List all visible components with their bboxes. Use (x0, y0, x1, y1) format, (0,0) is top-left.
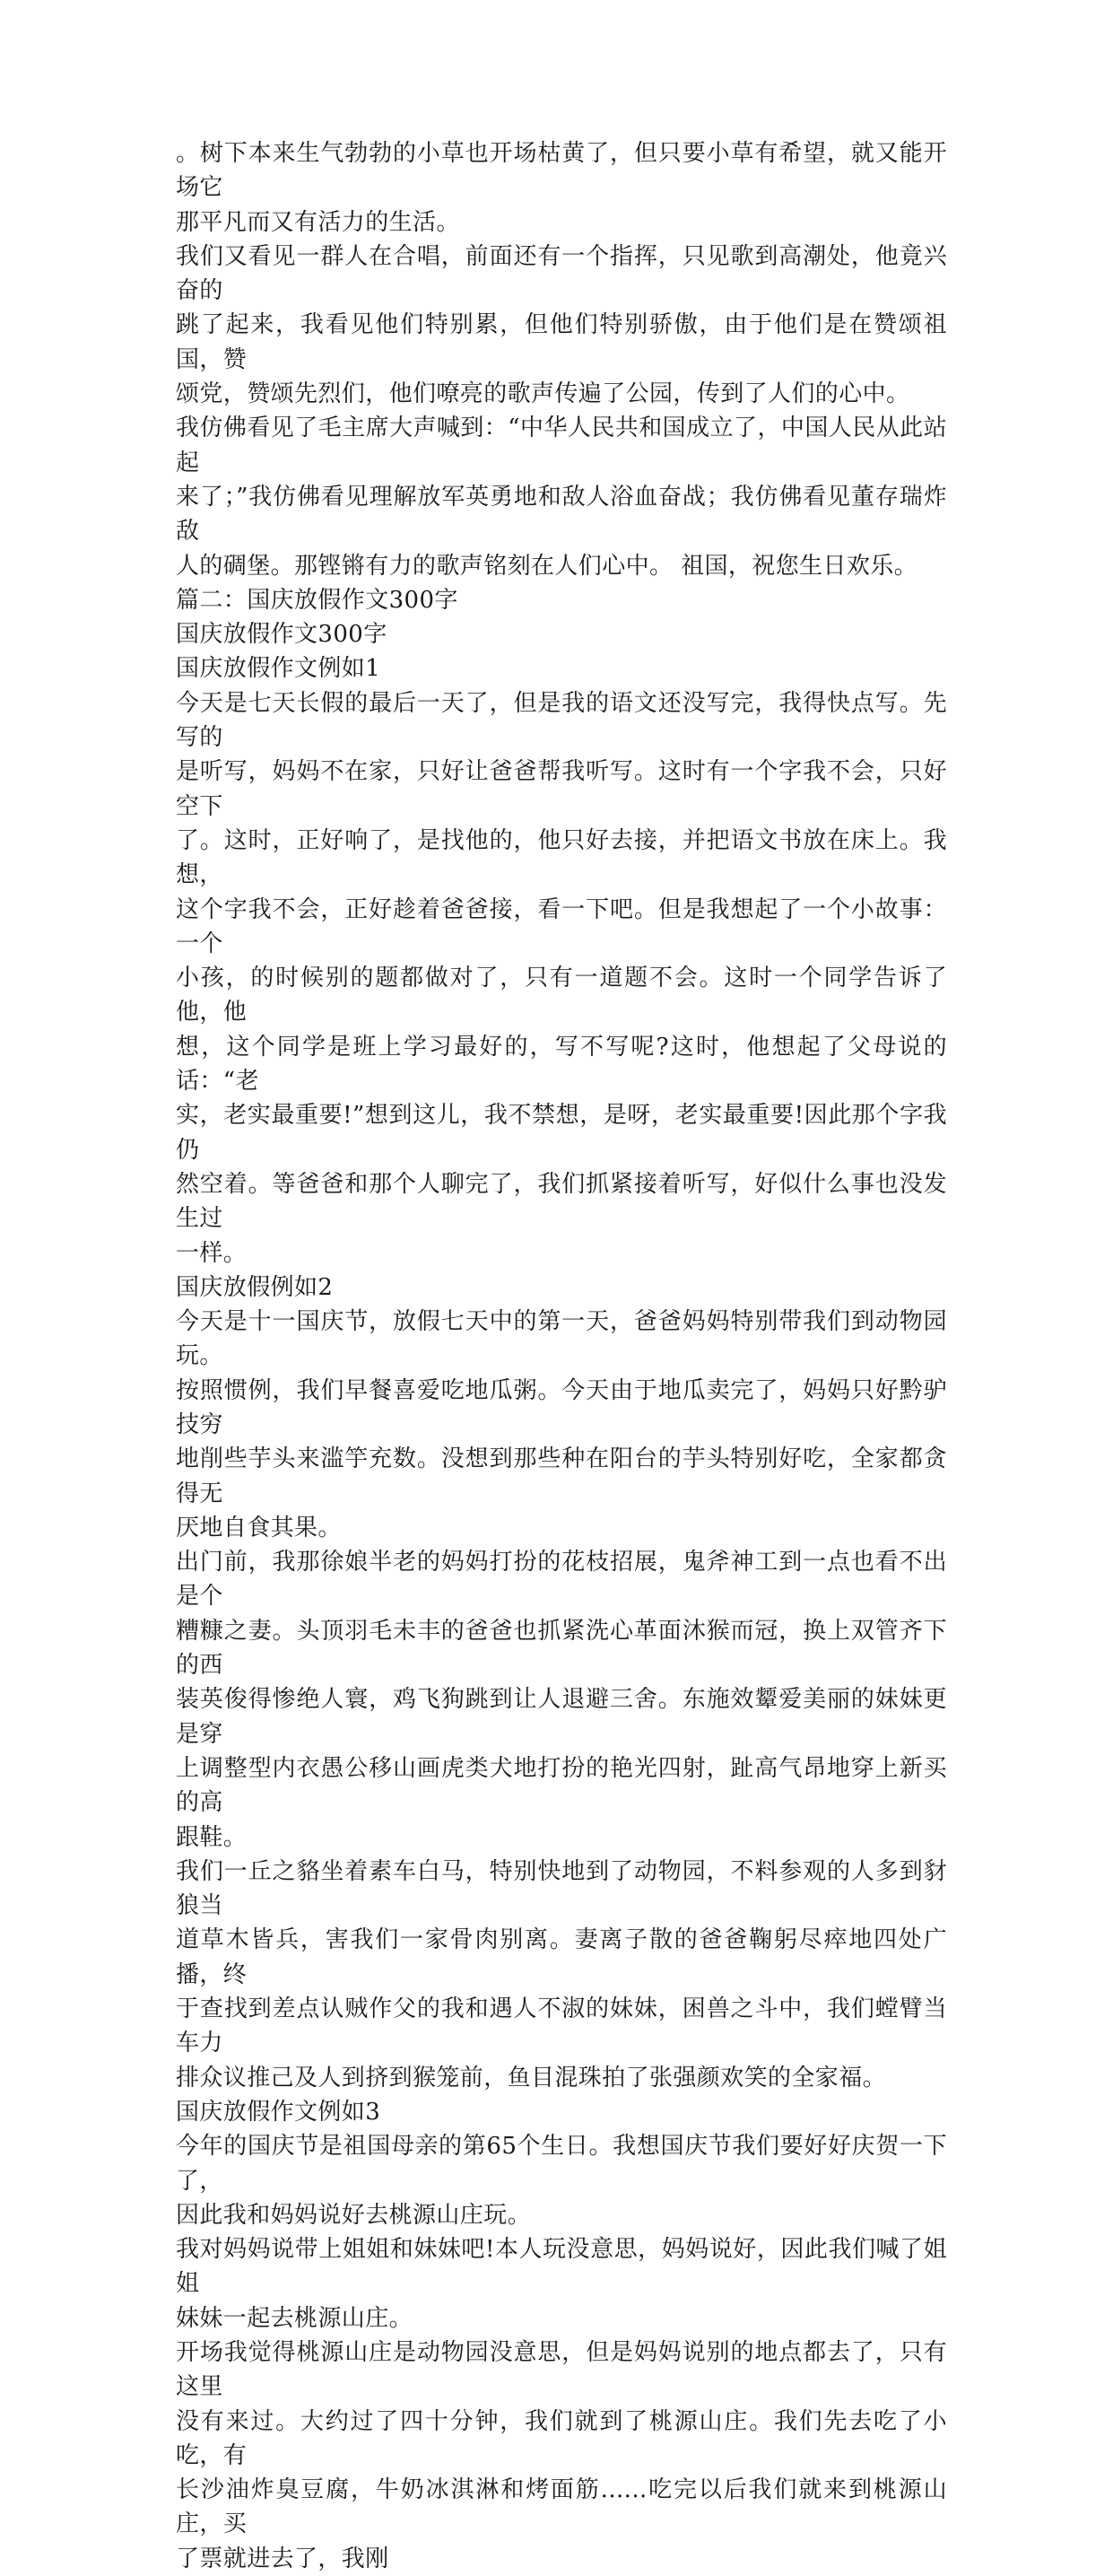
paragraph: 今年的国庆节是祖国母亲的第65个生日。我想国庆节我们要好好庆贺一下了， 因此我和妈妈说好去桃源山庄玩。 (176, 2133, 947, 2229)
paragraph: 今天是七天长假的最后一天了，但是我的语文还没写完，我得快点写。先写的 是听写，妈妈不在家，只好让爸爸帮我听写。这时有一个字我不会，只好空下 了。这时，正好响了，是找他的，他只好去接，并把语文书放在床上。我想， 这个字我不会，正好趁着爸爸接，看一下吧。但是我想起了一个小故事：一个 小孩，的时候别的题都做对了，只有一道题不会。这时一个同学告诉了他，他 想，这个同学是班上学习最好的，写不写呢?这时，他想起了父母说的话：“老 实，老实最重要!”想到这儿，我不禁想，是呀，老实最重要!因此那个字我仍 然空着。等爸爸和那个人聊完了，我们抓紧接着听写，好似什么事也没发生过 一样。 (176, 689, 947, 1267)
paragraph: 我对妈妈说带上姐姐和妹妹吧!本人玩没意思，妈妈说好，因此我们喊了姐姐 妹妹一起去桃源山庄。 (176, 2236, 947, 2332)
example-heading: 国庆放假作文例如1 (176, 655, 381, 683)
example-heading: 国庆放假例如2 (176, 1273, 334, 1301)
essay-title: 国庆放假作文300字 (176, 621, 387, 649)
document-page (176, 136, 947, 2576)
example-heading: 国庆放假作文例如3 (176, 2098, 381, 2126)
paragraph: 。树下本来生气勃勃的小草也开场枯黄了，但只要小草有希望，就又能开场它 那平凡而又有活力的生活。 (176, 140, 947, 236)
paragraph: 我们又看见一群人在合唱，前面还有一个指挥，只见歌到高潮处，他竟兴奋的 跳了起来，我看见他们特别累，但他们特别骄傲，由于他们是在赞颂祖国，赞 颂党，赞颂先烈们，他们嘹亮的歌声传遍了公园，传到了人们的心中。 (176, 242, 947, 408)
section-heading: 篇二：国庆放假作文300字 (176, 586, 458, 614)
paragraph: 今天是十一国庆节，放假七天中的第一天，爸爸妈妈特别带我们到动物园玩。 按照惯例，我们早餐喜爱吃地瓜粥。今天由于地瓜卖完了，妈妈只好黔驴技穷 地削些芋头来滥竽充数。没想到那些种在阳台的芋头特别好吃，全家都贪得无 厌地自食其果。 (176, 1308, 947, 1541)
paragraph: 开场我觉得桃源山庄是动物园没意思，但是妈妈说别的地点都去了，只有这里 没有来过。大约过了四十分钟，我们就到了桃源山庄。我们先去吃了小吃，有 长沙油炸臭豆腐，牛奶冰淇淋和烤面筋......吃完以后我们就来到桃源山庄，买 了票就进去了，我刚 (176, 2339, 947, 2572)
paragraph: 我们一丘之貉坐着素车白马，特别快地到了动物园，不料参观的人多到豺狼当 道草木皆兵，害我们一家骨肉别离。妻离子散的爸爸鞠躬尽瘁地四处广播，终 于查找到差点认贼作父的我和遇人不淑的妹妹，困兽之斗中，我们螳臂当车力 排众议推己及人到挤到猴笼前，鱼目混珠拍了张强颜欢笑的全家福。 (176, 1857, 947, 2091)
paragraph: 出门前，我那徐娘半老的妈妈打扮的花枝招展，鬼斧神工到一点也看不出是个 糟糠之妻。头顶羽毛未丰的爸爸也抓紧洗心革面沐猴而冠，换上双管齐下的西 装英俊得惨绝人寰，鸡飞狗跳到让人退避三舍。东施效颦爱美丽的妹妹更是穿 上调整型内衣愚公移山画虎类犬地打扮的艳光四射，趾高气昂地穿上新买的高 跟鞋。 (176, 1549, 947, 1851)
paragraph: 我仿佛看见了毛主席大声喊到：“中华人民共和国成立了，中国人民从此站起 来了；”我仿佛看见理解放军英勇地和敌人浴血奋战；我仿佛看见董存瑞炸敌 人的碉堡。那铿锵有力的歌声铭刻在人们心中。 祖国，祝您生日欢乐。 (176, 415, 947, 580)
